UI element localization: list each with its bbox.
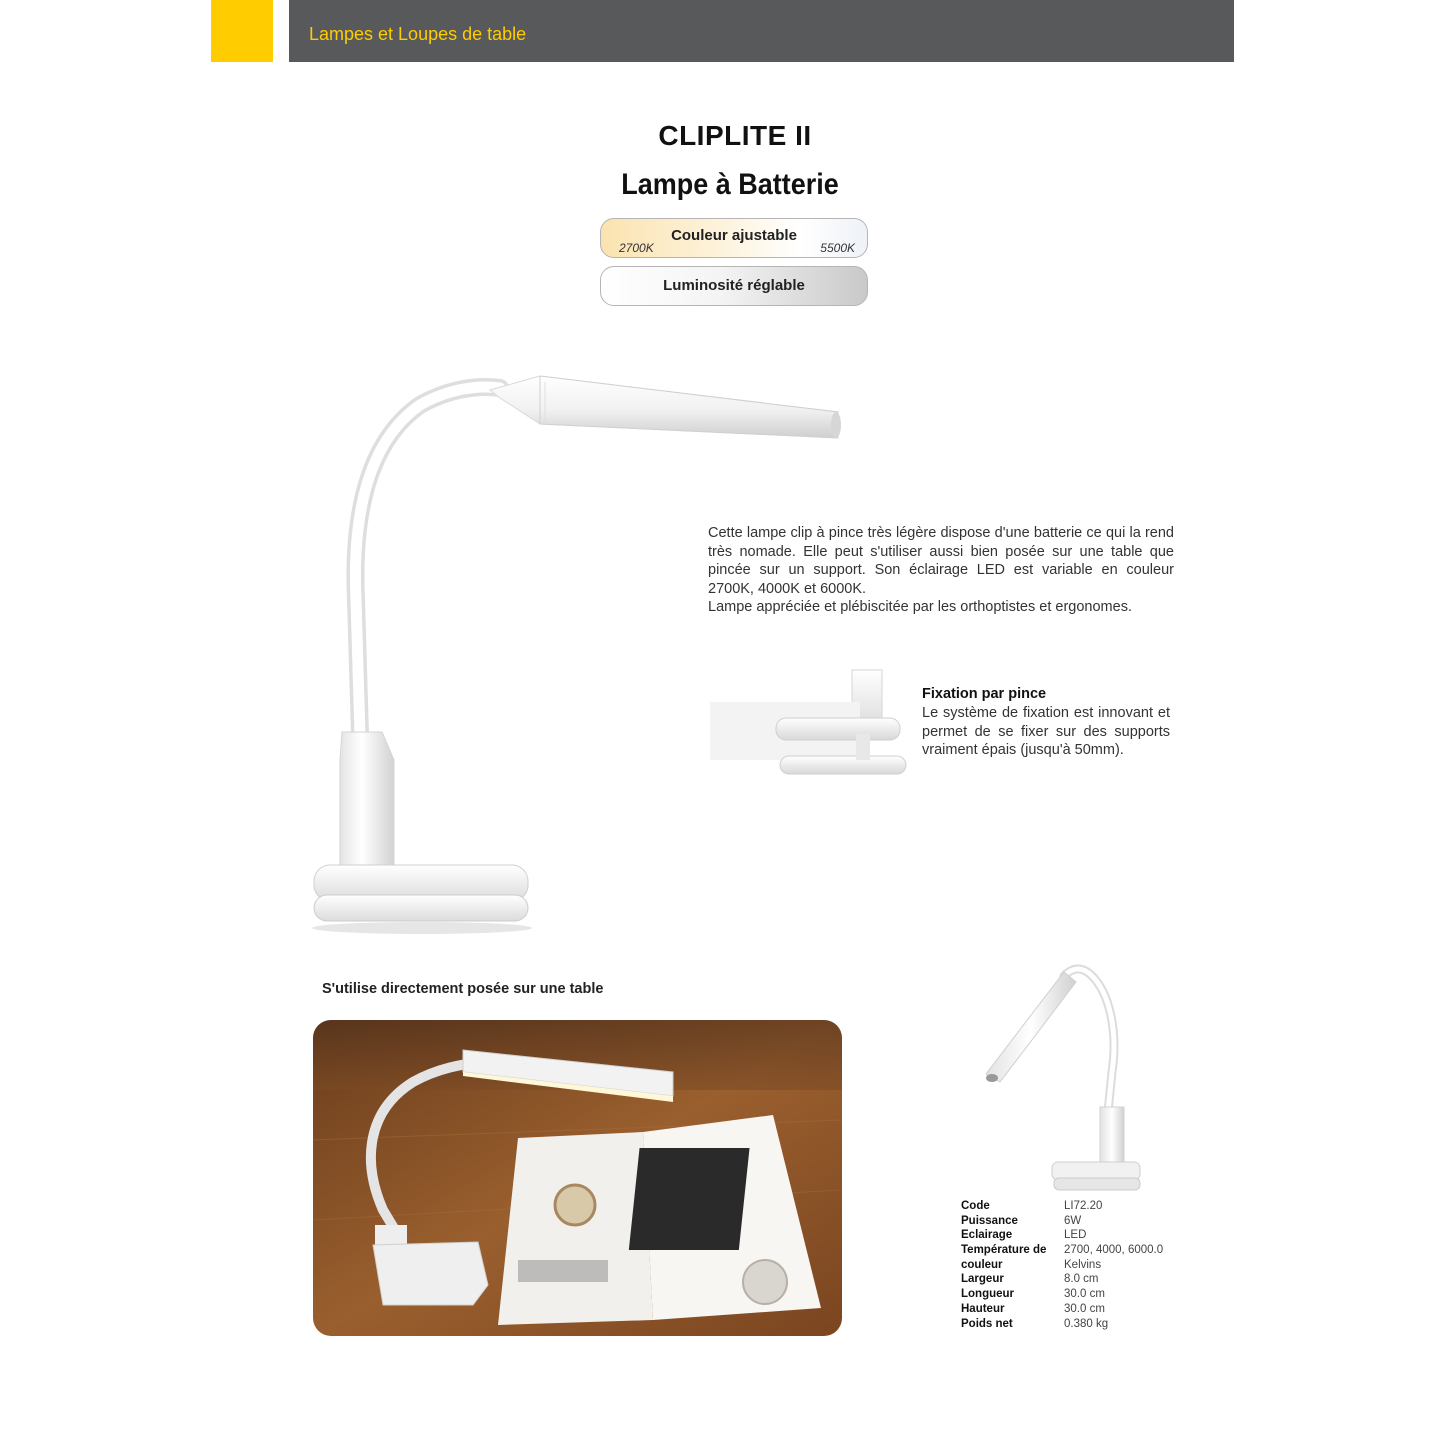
product-side-image bbox=[980, 962, 1160, 1202]
color-adjust-badge bbox=[600, 218, 868, 258]
spec-value: 0.380 kg bbox=[1064, 1317, 1109, 1330]
spec-value: LED bbox=[1064, 1229, 1087, 1242]
header-bar bbox=[289, 0, 1234, 62]
product-subtitle: Lampe à Batterie bbox=[621, 168, 839, 201]
color-max-label: 5500K bbox=[820, 241, 855, 255]
description-paragraph: Lampe appréciée et plébiscitée par les orthoptistes et ergonomes. bbox=[708, 599, 1132, 616]
color-adjust-label: Couleur ajustable bbox=[671, 227, 797, 244]
spec-key: Température de couleur bbox=[961, 1244, 1047, 1271]
main-lamp-image bbox=[300, 360, 860, 940]
spec-key: Hauteur bbox=[961, 1302, 1005, 1315]
product-description bbox=[708, 524, 1174, 617]
clamp-text: Le système de fixation est innovant et permet de se fixer sur des supports vraiment épais (jusqu'à 50mm). bbox=[922, 705, 1170, 759]
spec-value: 8.0 cm bbox=[1064, 1273, 1099, 1286]
spec-key: Largeur bbox=[961, 1273, 1004, 1286]
spec-key: Longueur bbox=[961, 1288, 1015, 1301]
spec-value: 30.0 cm bbox=[1064, 1288, 1105, 1301]
spec-value: 6W bbox=[1064, 1214, 1082, 1227]
table-use-caption: S'utilise directement posée sur une table bbox=[322, 981, 604, 997]
spec-key: Poids net bbox=[961, 1317, 1013, 1330]
clamp-detail-image bbox=[706, 668, 916, 788]
table-use-photo bbox=[313, 1020, 842, 1336]
spec-value: 2700, 4000, 6000.0 Kelvins bbox=[1064, 1244, 1164, 1271]
spec-value: LI72.20 bbox=[1064, 1200, 1103, 1212]
spec-key: Eclairage bbox=[961, 1229, 1013, 1242]
table-photo-illustration bbox=[313, 1020, 842, 1336]
spec-key: Code bbox=[961, 1200, 990, 1212]
product-name: CLIPLITE II bbox=[658, 120, 812, 151]
color-min-label: 2700K bbox=[619, 241, 654, 255]
clamp-title: Fixation par pince bbox=[922, 686, 1047, 702]
brightness-adjust-label: Luminosité réglable bbox=[663, 277, 805, 294]
spec-key: Puissance bbox=[961, 1214, 1018, 1227]
spec-value: 30.0 cm bbox=[1064, 1302, 1105, 1315]
section-title: Lampes et Loupes de table bbox=[309, 24, 527, 44]
header-accent-block bbox=[211, 0, 273, 62]
brightness-adjust-badge bbox=[600, 266, 868, 306]
description-paragraph: Cette lampe clip à pince très légère dispose d'une batterie ce qui la rend très nomade. Elle peut s'utiliser aussi bien posée sur une table que pincée sur un support. Son éclairage LED est variable en couleur 2700K, 4000K et 6000K. bbox=[708, 525, 1174, 597]
